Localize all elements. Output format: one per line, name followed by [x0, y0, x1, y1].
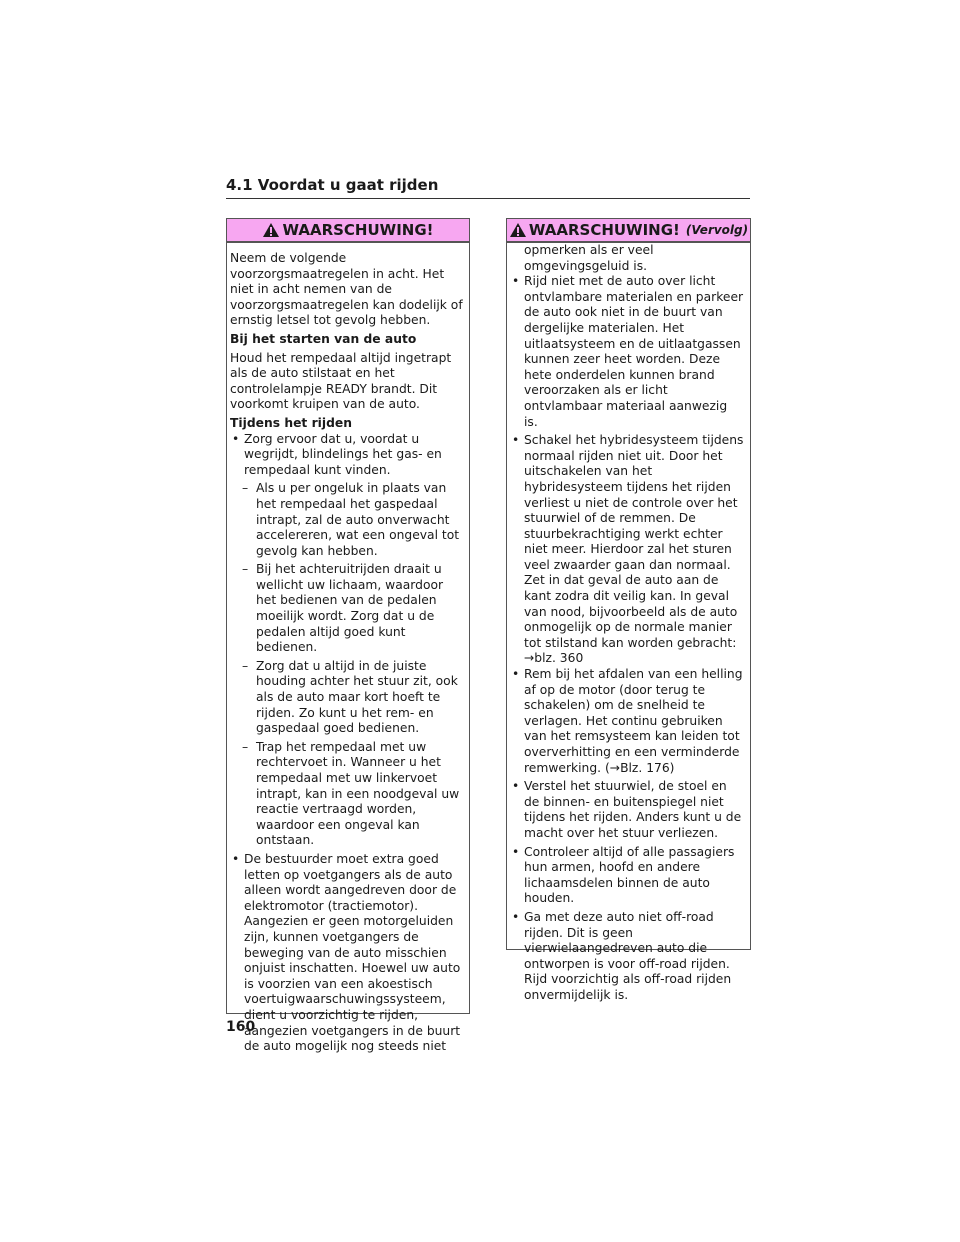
- dash-mark: –: [242, 739, 249, 754]
- warning-header: [227, 219, 469, 243]
- page-reference: →blz. 360: [524, 651, 584, 666]
- bullet-item: • Schakel het hybridesysteem tijdens normaal rijden niet uit. Door het uitschakelen van het hybridesysteem tijdens het rijden verliest u niet de controle over het stuurwiel of de remmen. De stuurbekrachtiging werkt echter niet meer. Hierdoor zal het sturen veel zwaarder gaan dan normaal. Zet in dat geval de auto aan de kant zodra dit veilig kan. In geval van nood, bijvoorbeeld als de auto onmogelijk op de normale manier tot stilstand kan worden gebracht:: [510, 433, 744, 651]
- bullet-item: • De bestuurder moet extra goed letten op voetgangers als de auto alleen wordt aangedreven door de elektromotor (tractiemotor). Aangezien er geen motorgeluiden zijn, kunnen voetgangers de beweging van de auto misschien onjuist inschatten. Hoewel uw auto is voorzien van een akoestisch voertuigwaarschuwingssysteem, dient u voorzichtig te rijden, aangezien voetgangers in de buurt de auto mogelijk nog steeds niet: [230, 852, 463, 1055]
- bullet-item: • Controleer altijd of alle passagiers hun armen, hoofd en andere lichaamsdelen binnen de auto houden.: [510, 845, 744, 907]
- continued-label: (Vervolg): [685, 223, 749, 237]
- dash-mark: –: [242, 562, 249, 577]
- dash-text: Zorg dat u altijd in de juiste houding achter het stuur zit, ook als de auto maar kort hoeft te rijden. Zo kunt u het rem- en gaspedaal goed bedienen.: [256, 658, 458, 736]
- warning-triangle-icon: [262, 222, 280, 238]
- warning-content: [507, 243, 750, 1004]
- warning-triangle-icon: [509, 222, 527, 238]
- bullet-item: • Rem bij het afdalen van een helling af op de motor (door terug te schakelen) om de snelheid te verlagen. Het continu gebruiken van het remsysteem kan leiden tot oververhitting en een verminderde remwerking. (→Blz. 176): [510, 667, 744, 776]
- bullet-item: • Rijd niet met de auto over licht ontvlambare materialen en parkeer de auto ook niet in de buurt van dergelijke materialen. Het uitlaatsysteem en de uitlaatgassen kunnen zeer heet worden. Deze hete onderdelen kunnen brand veroorzaken als er licht ontvlambaar materiaal aanwezig is.: [510, 274, 744, 430]
- subheading-driving: Tijdens het rijden: [230, 415, 352, 430]
- section-header: 4.1 Voordat u gaat rijden: [226, 176, 750, 199]
- warning-content: [227, 243, 469, 1055]
- warning-header: [507, 219, 750, 243]
- intro-text: Neem de volgende voorzorgsmaatregelen in acht. Het niet in acht nemen van de voorzorgsmaatregelen kan dodelijk of ernstig letsel tot gevolg hebben.: [230, 251, 463, 328]
- warning-title: WAARSCHUWING!: [282, 221, 434, 239]
- subheading-start: Bij het starten van de auto: [230, 331, 417, 346]
- dash-mark: –: [242, 481, 249, 496]
- warning-title: WAARSCHUWING!: [528, 221, 680, 239]
- dash-item: [230, 481, 463, 559]
- dash-text: Als u per ongeluk in plaats van het rempedaal het gaspedaal intrapt, zal de auto onverwacht accelereren, wat een ongeval tot gevolg kan hebben.: [256, 481, 460, 558]
- dash-item: [230, 562, 463, 656]
- continued-text: opmerken als er veel omgevingsgeluid is.: [524, 243, 654, 273]
- warning-box-right: [506, 218, 751, 1002]
- dash-item: [230, 740, 463, 849]
- dash-text: Bij het achteruitrijden draait u wellicht uw lichaam, waardoor het bedienen van de pedalen moeilijk wordt. Zorg dat u de pedalen altijd goed kunt bedienen.: [256, 562, 444, 655]
- start-text: Houd het rempedaal altijd ingetrapt als de auto stilstaat en het controlelampje READY brandt. Dit voorkomt kruipen van de auto.: [230, 350, 452, 412]
- dash-mark: –: [242, 658, 249, 673]
- bullet-item: • Verstel het stuurwiel, de stoel en de binnen- en buitenspiegel niet tijdens het rijden. Anders kunt u de macht over het stuur verliezen.: [510, 779, 744, 841]
- dash-text: Trap het rempedaal met uw rechtervoet in. Wanneer u het rempedaal met uw linkervoet intrapt, kan in een noodgeval uw reactie vertraagd worden, waardoor een ongeval kan ontstaan.: [256, 739, 460, 848]
- bullet-item: • Zorg ervoor dat u, voordat u wegrijdt, blindelings het gas- en rempedaal kunt vinden.: [230, 432, 463, 479]
- bullet-item: • Ga met deze auto niet off-road rijden. Dit is geen vierwielaangedreven auto die ontworpen is voor off-road rijden. Rijd voorzichtig als off-road rijden onvermijdelijk is.: [510, 910, 744, 1004]
- dash-item: [230, 659, 463, 737]
- page-number: 160: [226, 1019, 256, 1035]
